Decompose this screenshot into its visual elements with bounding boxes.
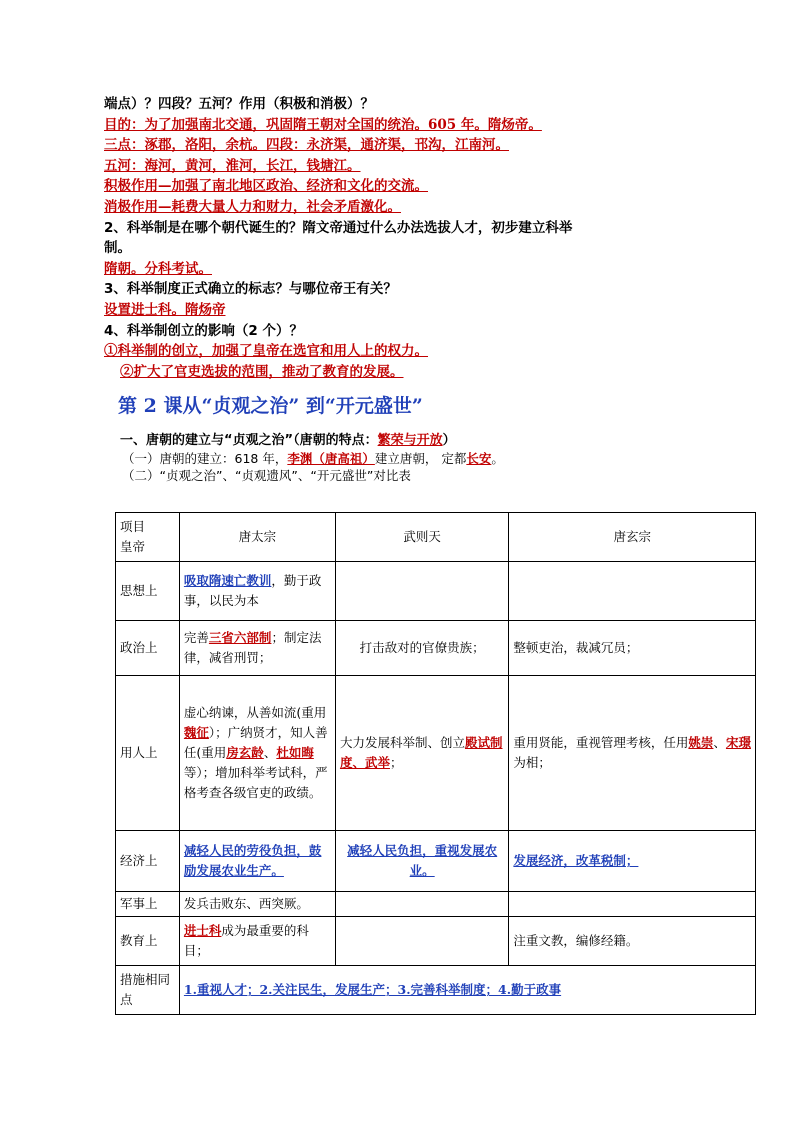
text-line: 隋朝。分科考试。: [104, 260, 212, 277]
section-heading-suffix: ）: [442, 433, 456, 449]
table-row: [116, 562, 756, 621]
header-xuanzong: 唐玄宗: [509, 513, 756, 562]
text-line: 三点：涿郡，洛阳，余杭。四段：永济渠，通济渠，邗沟，江南河。: [104, 137, 509, 154]
text-line: 制。: [104, 240, 131, 257]
founding-prefix: （一）唐朝的建立：618 年，: [122, 451, 288, 467]
table-row: [116, 831, 756, 892]
cell-economy-xuanzong: 发展经济，改革税制；: [509, 831, 756, 892]
text-line: ①科举制的创立，加强了皇帝在选官和用人上的权力。: [104, 343, 428, 360]
cell-politics-wuzetian: 打击敌对的官僚贵族；: [335, 621, 508, 676]
table-row: [116, 966, 756, 1015]
cell-education-taizong: 进士科成为最重要的科目；: [179, 917, 335, 966]
cell-military-taizong: 发兵击败东、西突厥。: [179, 892, 335, 917]
founding-middle: 建立唐朝， 定都: [374, 451, 467, 467]
table-row: [116, 892, 756, 917]
lesson-title: 第 2 课从“贞观之治” 到“开元盛世”: [118, 395, 423, 418]
cell-personnel-xuanzong: 重用贤能，重视管理考核，任用姚崇、宋璟为相；: [509, 676, 756, 831]
cell-politics-taizong: 完善三省六部制；制定法律，减省刑罚；: [179, 621, 335, 676]
cell-economy-taizong: 减轻人民的劳役负担，鼓励发展农业生产。: [179, 831, 335, 892]
cell-common-measures: 1.重视人才；2.关注民生，发展生产；3.完善科举制度；4.勤于政事: [179, 966, 755, 1015]
text-line: ②扩大了官吏选拔的范围，推动了教育的发展。: [120, 363, 404, 380]
table-row: [116, 621, 756, 676]
cell-personnel-taizong: 虚心纳谏，从善如流(重用魏征）；广纳贤才，知人善任(重用房玄龄、杜如晦等）；增加科举考试科，严格考查各级官吏的政绩。: [179, 676, 335, 831]
row-label-economy: 经济上: [116, 831, 180, 892]
cell-economy-wuzetian: 减轻人民负担，重视发展农业。: [335, 831, 508, 892]
row-label-common: 措施相同点: [116, 966, 180, 1015]
founding-suffix: 。: [491, 451, 504, 467]
cell-politics-xuanzong: 整顿吏治，裁减冗员；: [509, 621, 756, 676]
text-line: 目的：为了加强南北交通，巩固隋王朝对全国的统治。605 年。隋炀帝。: [104, 116, 542, 133]
cell-military-wuzetian: [335, 892, 508, 917]
section-heading: [104, 432, 764, 450]
header-item-emperor: 项目 皇帝: [116, 513, 180, 562]
text-line: 3、科举制度正式确立的标志？与哪位帝王有关？: [104, 281, 397, 298]
row-label-politics: 政治上: [116, 621, 180, 676]
tang-founder: 李渊（唐高祖）: [287, 451, 375, 467]
text-line: 积极作用—加强了南北地区政治、经济和文化的交流。: [104, 178, 428, 195]
comparison-table: [115, 512, 756, 1015]
text-line: 4、科举制创立的影响（2 个）？: [104, 322, 303, 339]
cell-military-xuanzong: [509, 892, 756, 917]
tang-capital: 长安: [466, 451, 492, 467]
comparison-table-caption: （二）“贞观之治”、“贞观遗风”、“开元盛世”对比表: [122, 468, 411, 484]
table-header-row: [116, 513, 756, 562]
header-taizong: 唐太宗: [179, 513, 335, 562]
question-answer-block: [104, 94, 764, 382]
cell-education-xuanzong: 注重文教，编修经籍。: [509, 917, 756, 966]
row-label-personnel: 用人上: [116, 676, 180, 831]
tang-feature: 繁荣与开放: [377, 433, 443, 449]
cell-personnel-wuzetian: 大力发展科举制、创立殿试制度、武举；: [335, 676, 508, 831]
section-heading-prefix: 一、唐朝的建立与“贞观之治”（唐朝的特点：: [120, 433, 378, 449]
cell-education-wuzetian: [335, 917, 508, 966]
table-row: [116, 676, 756, 831]
cell-thought-wuzetian: [335, 562, 508, 621]
text-line: 2、科举制是在哪个朝代诞生的？隋文帝通过什么办法选拔人才，初步建立科举: [104, 219, 573, 236]
row-label-education: 教育上: [116, 917, 180, 966]
tang-founding-line: [104, 450, 764, 467]
text-line: 设置进士科。隋炀帝: [104, 301, 226, 318]
document-page: [104, 94, 764, 484]
cell-thought-xuanzong: [509, 562, 756, 621]
header-wuzetian: 武则天: [335, 513, 508, 562]
row-label-thought: 思想上: [116, 562, 180, 621]
text-line: 端点）？四段？五河？作用（积极和消极）？: [104, 96, 374, 112]
cell-thought-taizong: 吸取隋速亡教训，勤于政事，以民为本: [179, 562, 335, 621]
row-label-military: 军事上: [116, 892, 180, 917]
table-row: [116, 917, 756, 966]
text-line: 消极作用—耗费大量人力和财力，社会矛盾激化。: [104, 198, 401, 215]
text-line: 五河：海河，黄河，淮河，长江，钱塘江。: [104, 157, 361, 174]
